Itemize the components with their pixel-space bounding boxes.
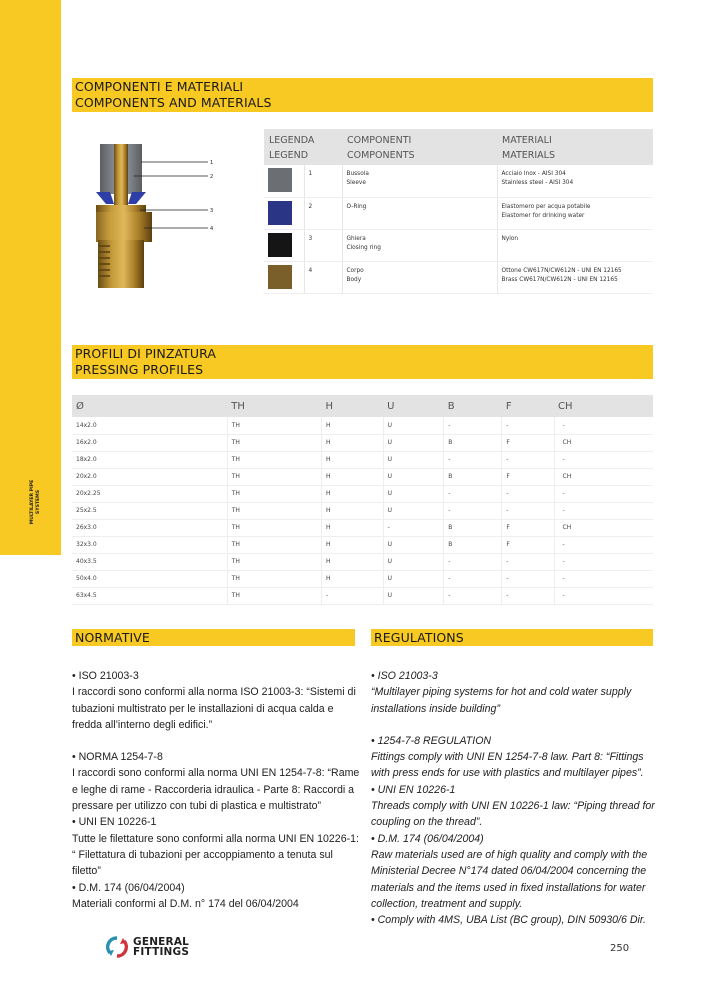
table-cell: - xyxy=(502,451,554,468)
profiles-header-cell: Ø xyxy=(72,395,227,417)
table-cell: - xyxy=(444,417,502,434)
swatch-cell xyxy=(264,261,304,293)
profiles-header-cell: TH xyxy=(227,395,321,417)
component-cell xyxy=(342,165,497,197)
table-cell: CH xyxy=(554,468,653,485)
legend-number: 4 xyxy=(304,261,342,293)
legend-row xyxy=(264,261,653,293)
component-en: Body xyxy=(346,276,362,283)
table-cell: - xyxy=(554,451,653,468)
table-cell: - xyxy=(502,553,554,570)
materials-header xyxy=(497,129,653,165)
table-cell: 40x3.5 xyxy=(72,553,227,570)
component-cell xyxy=(342,261,497,293)
table-cell: H xyxy=(322,434,384,451)
table-cell: - xyxy=(502,587,554,604)
table-cell: - xyxy=(444,570,502,587)
table-cell: - xyxy=(383,519,444,536)
components-header xyxy=(342,129,497,165)
table-cell: H xyxy=(322,502,384,519)
color-swatch-oring xyxy=(268,201,292,225)
table-row xyxy=(72,417,653,434)
component-it: Corpo xyxy=(346,267,364,274)
table-row xyxy=(72,451,653,468)
table-cell: - xyxy=(444,553,502,570)
material-it: Ottone CW617N/CW612N - UNI EN 12165 xyxy=(501,267,622,274)
table-cell: - xyxy=(444,451,502,468)
table-cell: F xyxy=(502,468,554,485)
table-cell: 26x3.0 xyxy=(72,519,227,536)
table-cell: H xyxy=(322,485,384,502)
header-legend-en: LEGEND xyxy=(269,150,309,161)
legend-row xyxy=(264,197,653,229)
material-it: Elastomero per acqua potabile xyxy=(501,203,591,210)
material-en: Stainless steel - AISI 304 xyxy=(501,180,574,186)
table-cell: U xyxy=(383,451,444,468)
table-cell: - xyxy=(502,417,554,434)
table-cell: F xyxy=(502,434,554,451)
normative-item: • NORMA 1254-7-8 xyxy=(72,751,163,764)
material-en: Brass CW617N/CW612N - UNI EN 12165 xyxy=(501,276,618,283)
table-cell: U xyxy=(383,536,444,553)
table-cell: B xyxy=(444,519,502,536)
table-cell: - xyxy=(444,485,502,502)
table-row xyxy=(72,570,653,587)
table-cell: - xyxy=(554,570,653,587)
table-cell: 14x2.0 xyxy=(72,417,227,434)
regulations-item: • Comply with 4MS, UBA List (BC group), DIN 50930/6 Dir. xyxy=(371,914,646,927)
table-cell: F xyxy=(502,519,554,536)
logo-line2: FITTINGS xyxy=(133,946,190,958)
logo-line1: GENERAL xyxy=(133,936,190,948)
table-cell: TH xyxy=(227,417,321,434)
table-cell: - xyxy=(554,536,653,553)
table-cell: 20x2.0 xyxy=(72,468,227,485)
table-cell: TH xyxy=(227,536,321,553)
table-cell: H xyxy=(322,451,384,468)
sidebar-label xyxy=(30,472,41,532)
table-cell: U xyxy=(383,570,444,587)
table-cell: 18x2.0 xyxy=(72,451,227,468)
table-cell: 16x2.0 xyxy=(72,434,227,451)
legend-row xyxy=(264,229,653,261)
table-cell: - xyxy=(554,502,653,519)
title-it: COMPONENTI E MATERIALI xyxy=(75,79,244,94)
table-cell: H xyxy=(322,417,384,434)
legend-number: 3 xyxy=(304,229,342,261)
table-row xyxy=(72,434,653,451)
material-cell xyxy=(497,261,653,293)
material-it: Acciaio Inox - AISI 304 xyxy=(501,171,566,177)
page-number: 250 xyxy=(610,943,630,954)
table-row xyxy=(72,468,653,485)
legend-row xyxy=(264,165,653,197)
component-cell xyxy=(342,229,497,261)
legend-number: 2 xyxy=(304,197,342,229)
regulations-paragraph: Fittings comply with UNI EN 1254-7-8 law. Part 8: “Fittings with press ends for use with plastics and multilayer pipes”. xyxy=(371,751,644,780)
normative-paragraph: I raccordi sono conformi alla norma UNI EN 1254-7-8: “Rame e leghe di rame - Raccorderia idraulica - Parte 8: Raccordi a pressare per utilizzo con tubi di plastica e multistrato” xyxy=(72,767,360,813)
color-swatch-ring xyxy=(268,233,292,257)
table-cell: TH xyxy=(227,468,321,485)
table-cell: U xyxy=(383,468,444,485)
color-swatch-steel xyxy=(268,168,292,192)
table-cell: - xyxy=(502,485,554,502)
table-cell: - xyxy=(554,485,653,502)
normative-item: • ISO 21003-3 xyxy=(72,670,139,682)
material-it: Nylon xyxy=(501,235,519,242)
header-components-en: COMPONENTS xyxy=(347,150,415,161)
component-en: Closing ring xyxy=(346,244,381,251)
table-row xyxy=(72,553,653,570)
table-cell: TH xyxy=(227,519,321,536)
table-cell: U xyxy=(383,553,444,570)
table-row xyxy=(72,536,653,553)
header-legend-it: LEGENDA xyxy=(269,135,315,146)
normative-item: • UNI EN 10226-1 xyxy=(72,816,157,829)
regulations-item: • UNI EN 10226-1 xyxy=(371,783,456,796)
table-cell: TH xyxy=(227,502,321,519)
component-cell xyxy=(342,197,497,229)
material-cell xyxy=(497,229,653,261)
fitting-cutaway-image xyxy=(96,140,266,300)
table-cell: H xyxy=(322,519,384,536)
component-it: Ghiera xyxy=(346,235,366,242)
table-cell: TH xyxy=(227,570,321,587)
normative-title: NORMATIVE xyxy=(72,629,355,646)
normative-paragraph: Tutte le filettature sono conformi alla norma UNI EN 10226-1: “ Filettatura di tubazioni per accoppiamento a tenuta sul filetto” xyxy=(72,832,359,878)
table-row xyxy=(72,587,653,604)
table-cell: U xyxy=(383,485,444,502)
table-cell: H xyxy=(322,536,384,553)
callout-4: 4 xyxy=(210,226,214,232)
table-cell: TH xyxy=(227,485,321,502)
table-cell: 20x2.25 xyxy=(72,485,227,502)
table-cell: TH xyxy=(227,451,321,468)
table-cell: TH xyxy=(227,553,321,570)
normative-paragraph: I raccordi sono conformi alla norma ISO 21003-3: “Sistemi di tubazioni multistrato per le installazioni di acqua calda e fredda all’interno degli edifici.” xyxy=(72,686,356,731)
profiles-section-title xyxy=(72,345,653,379)
table-cell: - xyxy=(554,417,653,434)
table-cell: B xyxy=(444,434,502,451)
legend-number: 1 xyxy=(304,165,342,197)
table-cell: 50x4.0 xyxy=(72,570,227,587)
table-cell: - xyxy=(554,553,653,570)
table-cell: - xyxy=(322,587,384,604)
table-cell: H xyxy=(322,468,384,485)
callout-2: 2 xyxy=(210,174,214,180)
profiles-header-row xyxy=(72,395,653,417)
material-cell xyxy=(497,165,653,197)
title-en: PRESSING PROFILES xyxy=(75,362,204,377)
profiles-header-cell: B xyxy=(444,395,502,417)
table-cell: U xyxy=(383,502,444,519)
table-cell: U xyxy=(383,417,444,434)
table-cell: B xyxy=(444,536,502,553)
profiles-header-cell: F xyxy=(502,395,554,417)
regulations-paragraph: Threads comply with UNI EN 10226-1 law: “Piping thread for coupling on the thread”. xyxy=(371,800,655,829)
header-components-it: COMPONENTI xyxy=(347,135,412,146)
components-section-title xyxy=(72,78,653,112)
table-cell: - xyxy=(502,570,554,587)
swatch-cell xyxy=(264,165,304,197)
regulations-paragraph: Raw materials used are of high quality and comply with the Ministerial Decree N°174 dated 06/04/2004 concerning the materials and the items used in fixed installations for water collection, treatment and supply. xyxy=(371,848,648,910)
component-it: O-Ring xyxy=(346,203,367,210)
normative-paragraph: Materiali conformi al D.M. n° 174 del 06/04/2004 xyxy=(72,897,299,910)
regulations-title: REGULATIONS xyxy=(371,629,653,646)
regulations-item: • 1254-7-8 REGULATION xyxy=(371,734,492,747)
table-cell: H xyxy=(322,553,384,570)
table-cell: B xyxy=(444,468,502,485)
title-it: PROFILI DI PINZATURA xyxy=(75,346,217,361)
table-cell: - xyxy=(502,502,554,519)
table-cell: CH xyxy=(554,434,653,451)
table-cell: - xyxy=(444,587,502,604)
legend-header-row xyxy=(264,129,653,165)
profiles-header-cell: CH xyxy=(554,395,653,417)
swatch-cell xyxy=(264,229,304,261)
profiles-header-cell: U xyxy=(383,395,444,417)
table-row xyxy=(72,485,653,502)
regulations-text xyxy=(371,668,661,928)
table-cell: 63x4.5 xyxy=(72,587,227,604)
material-en: Elastomer for drinking water xyxy=(501,212,585,219)
callout-3: 3 xyxy=(210,208,214,214)
swatch-cell xyxy=(264,197,304,229)
legend-header xyxy=(264,129,342,165)
table-cell: CH xyxy=(554,519,653,536)
regulations-item: • D.M. 174 (06/04/2004) xyxy=(371,832,484,845)
color-swatch-body xyxy=(268,265,292,289)
table-cell: TH xyxy=(227,434,321,451)
pressing-profiles-table xyxy=(72,395,653,605)
normative-item: • D.M. 174 (06/04/2004) xyxy=(72,881,185,894)
title-en: COMPONENTS AND MATERIALS xyxy=(75,95,272,110)
table-cell: H xyxy=(322,570,384,587)
table-cell: U xyxy=(383,434,444,451)
table-cell: - xyxy=(444,502,502,519)
table-cell: U xyxy=(383,587,444,604)
callout-1: 1 xyxy=(210,160,214,166)
circular-arrows-icon xyxy=(105,935,129,959)
component-it: Bussola xyxy=(346,171,369,177)
regulations-paragraph: “Multilayer piping systems for hot and cold water supply installations inside building” xyxy=(371,686,632,715)
header-materials-en: MATERIALS xyxy=(502,150,555,161)
component-en: Sleeve xyxy=(346,180,366,186)
general-fittings-logo xyxy=(105,935,189,959)
components-legend-table xyxy=(264,129,653,294)
sidebar-label-line1: MULTILAYER PIPE xyxy=(30,479,35,525)
table-cell: TH xyxy=(227,587,321,604)
table-cell: 32x3.0 xyxy=(72,536,227,553)
table-row xyxy=(72,502,653,519)
header-materials-it: MATERIALI xyxy=(502,135,552,146)
table-cell: F xyxy=(502,536,554,553)
table-cell: 25x2.5 xyxy=(72,502,227,519)
table-cell: - xyxy=(554,587,653,604)
normative-text xyxy=(72,668,362,912)
profiles-header-cell: H xyxy=(322,395,384,417)
sidebar-label-line2: SYSTEMS xyxy=(35,489,41,515)
logo-text xyxy=(133,937,189,957)
material-cell xyxy=(497,197,653,229)
regulations-item: • ISO 21003-3 xyxy=(371,670,438,682)
table-row xyxy=(72,519,653,536)
